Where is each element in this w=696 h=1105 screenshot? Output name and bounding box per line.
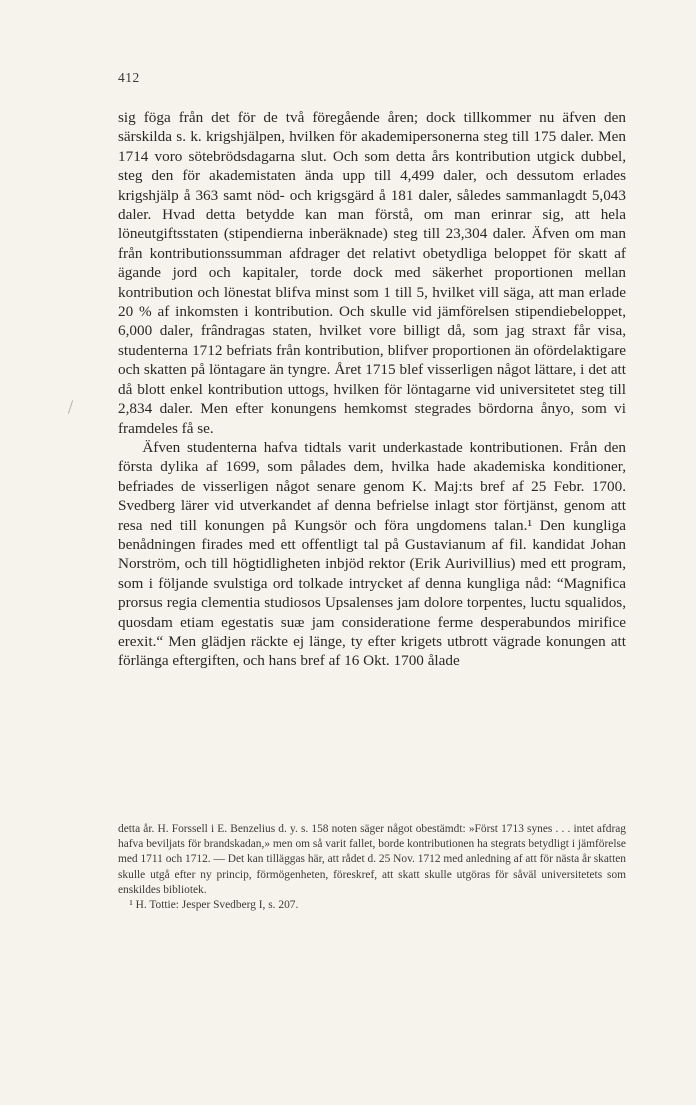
footnotes: [118, 822, 626, 913]
body-text: [118, 108, 626, 671]
paragraph: Äfven studenterna hafva tidtals varit underkastade kontributionen. Från den första dylika af 1699, som pålades dem, hvilka hade akademiska konditioner, befriades de visserligen något senare genom K. Maj:ts bref af 25 Febr. 1700. Svedberg lärer vid utverkandet af denna befrielse inlagt stor förtjänst, genom att resa ned till konungen på Kungsör och föra ungdomens talan.¹ Den kungliga benådningen firades med ett offentligt tal på Gustavianum af fil. kandidat Johan Norström, och till högtidligheten inbjöd rektor (Erik Aurivillius) med ett program, som i följande svulstiga ord tolkade intrycket af denna kungliga nåd: “Magnifica prorsus regia clementia studiosos Upsalenses jam dolore torpentes, luctu squalidos, quosdam etiam egestatis suæ jam consideratione ferme desperabundos mirifice erexit.“ Men glädjen räckte ej länge, ty efter krigets utbrott vägrade konungen att förlänga eftergiften, och hans bref af 16 Okt. 1700 ålade: [118, 438, 626, 670]
page-number: 412: [118, 70, 140, 85]
footnote-continuation: detta år. H. Forssell i E. Benzelius d. y. s. 158 noten säger något obestämdt: »Först 1713 synes . . . intet afdrag hafva beviljats för brandskadan,» men om så varit fallet, borde kontributionen ha stegrats betydligt i jämförelse med 1711 och 1712. — Det kan tilläggas här, att rådet d. 25 Nov. 1712 med anledning af att för nästa år skatten skulle utgå efter ny princip, förmögenheten, föreskref, att skatt skulle utgöras för såväl universitetets som enskildes bibliotek.: [118, 823, 626, 896]
margin-pencil-mark: [68, 400, 73, 414]
paragraph: sig föga från det för de två föregående åren; dock tillkommer nu äfven den särskilda s. k. krigshjälpen, hvilken för akademipersonerna steg till 175 daler. Men 1714 voro sötebrödsdagarna slut. Och som detta års kontribution utgick dubbel, steg den för akademistaten ända upp till 4,499 daler, och dessutom erlades krigshjälp å 363 samt nöd- och krigsgärd å 181 daler, således sammanlagdt 5,043 daler. Hvad detta betydde kan man förstå, om man erinrar sig, att hela löneutgiftsstaten (stipendierna inberäknade) steg till 23,304 daler. Äfven om man från kontributionssumman afdrager det relativt obetydliga beloppet för skatt af ägande jord och kapitaler, torde dock med säkerhet proportionen mellan kontribution och lönestat blifva minst som 1 till 5, hvilket vill säga, att man erlade 20 % af inkomsten i kontribution. Och skulle vid jämförelsen stipendiebeloppet, 6,000 daler, frândragas staten, hvilket vore billigt då, som jag straxt får visa, studenterna 1712 befriats från kontribution, blifver proportionen än ofördelaktigare och skatten på löntagare än tyngre. Året 1715 blef visserligen något lättare, i det att då blott enkel kontribution uttogs, hvilken för löntagarne vid universitetet steg till 2,834 daler. Men efter konungens hemkomst stegrades bördorna ånyo, som vi framdeles få se.: [118, 109, 626, 437]
footnote-1: ¹ H. Tottie: Jesper Svedberg I, s. 207.: [129, 899, 299, 912]
